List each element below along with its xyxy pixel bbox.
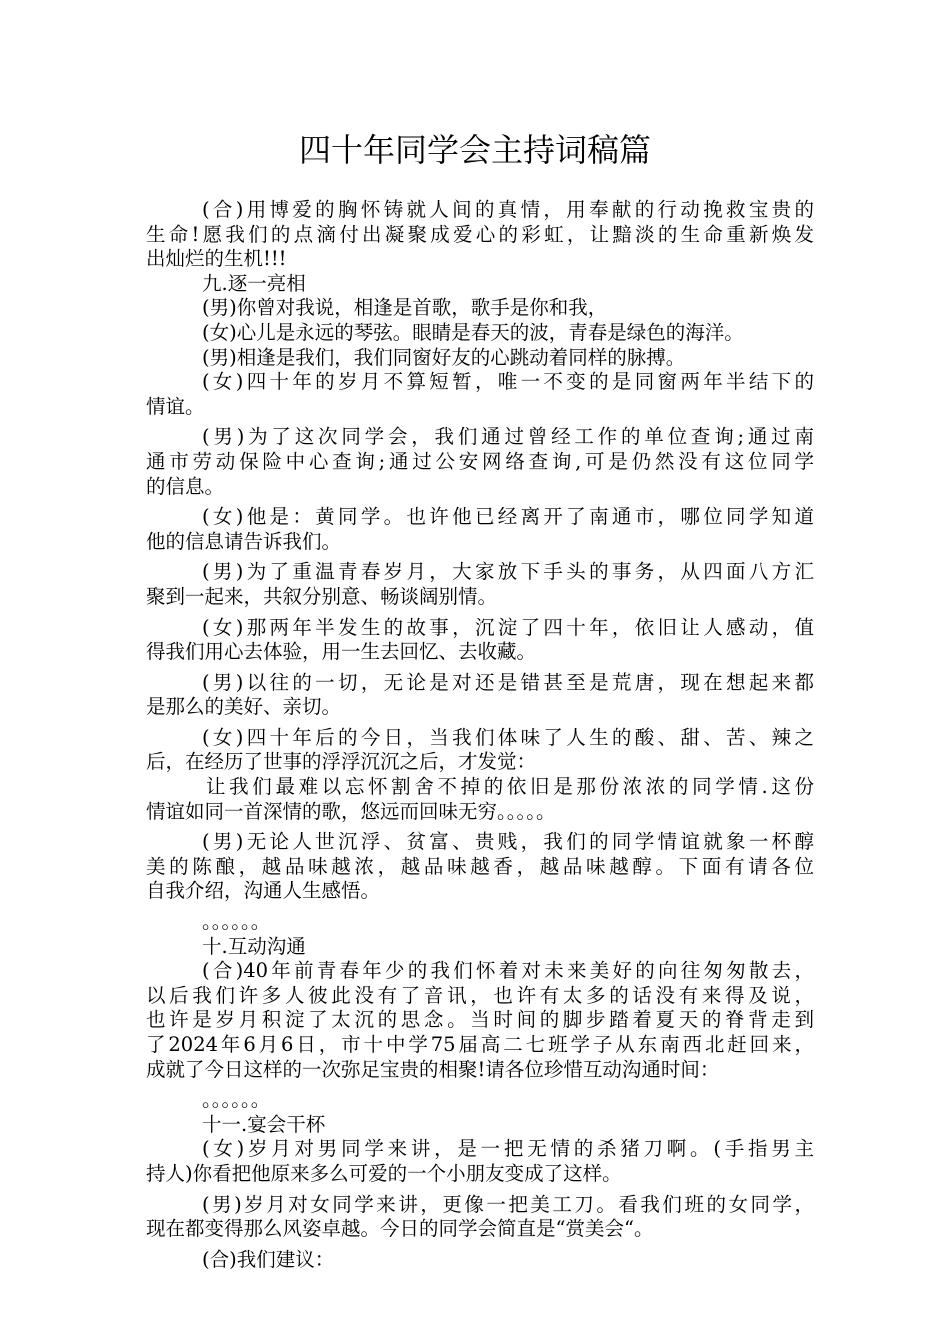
paragraph-line: 让我们最难以忘怀割舍不掉的依旧是那份浓浓的同学情.这份 — [206, 775, 814, 799]
paragraph-line: 的信息。 — [146, 474, 225, 498]
paragraph-line: (合)我们建议： — [202, 1247, 335, 1271]
paragraph-line: 也许是岁月积淀了太沉的思念。当时间的脚步踏着夏天的脊背走到 — [146, 1008, 814, 1032]
paragraph-line: (女)四十年后的今日，当我们体味了人生的酸、甜、苦、辣之 — [202, 725, 814, 749]
paragraph-line: (女)心儿是永远的琴弦。眼睛是春天的波，青春是绿色的海洋。 — [202, 320, 744, 344]
document-title: 四十年同学会主持词稿篇 — [298, 131, 651, 169]
section-heading: 十.互动沟通 — [202, 934, 306, 958]
paragraph-line: (男)为了这次同学会，我们通过曾经工作的单位查询;通过南 — [202, 425, 814, 449]
paragraph-line: (男)无论人世沉浮、贫富、贵贱，我们的同学情谊就象一杯醇 — [202, 830, 814, 854]
paragraph-line: (男)你曾对我说，相逢是首歌，歌手是你和我， — [202, 296, 608, 320]
paragraph-line: 了2024年6月6日，市十中学75届高二七班学子从东南西北赶回来， — [146, 1033, 814, 1056]
ellipsis-line: 。。。。。。 — [202, 1088, 271, 1112]
paragraph-line: 聚到一起来，共叙分别意、畅谈阔别情。 — [146, 584, 498, 608]
paragraph-line: 生命!愿我们的点滴付出凝聚成爱心的彩虹，让黯淡的生命重新焕发 — [146, 222, 814, 246]
document-body — [146, 198, 814, 1272]
paragraph-line: 情谊如同一首深情的歌，悠远而回味无穷。。。。。 — [146, 799, 556, 823]
paragraph-line: (男)以往的一切，无论是对还是错甚至是荒唐，现在想起来都 — [202, 670, 814, 694]
paragraph-line: 出灿烂的生机!!! — [146, 247, 287, 271]
paragraph-line: 得我们用心去体验，用一生去回忆、去收藏。 — [146, 640, 537, 664]
paragraph-line: (男)相逢是我们，我们同窗好友的心跳动着同样的脉搏。 — [202, 345, 686, 369]
paragraph-line: 后，在经历了世事的浮浮沉沉之后，才发觉： — [146, 750, 537, 774]
paragraph-line: (女)他是：黄同学。也许他已经离开了南通市，哪位同学知道 — [202, 505, 814, 529]
section-heading: 九.逐一亮相 — [202, 271, 306, 295]
paragraph-line: 通市劳动保险中心查询;通过公安网络查询,可是仍然没有这位同学 — [146, 449, 814, 473]
paragraph-line: (男)岁月对女同学来讲，更像一把美工刀。看我们班的女同学， — [202, 1192, 814, 1216]
paragraph-line: 自我介绍，沟通人生感悟。 — [146, 879, 381, 903]
paragraph-line: 成就了今日这样的一次弥足宝贵的相聚!请各位珍惜互动沟通时间： — [146, 1057, 720, 1081]
paragraph-line: 以后我们许多人彼此没有了音讯，也许有太多的话没有来得及说， — [146, 983, 814, 1007]
paragraph-line: (男)为了重温青春岁月，大家放下手头的事务，从四面八方汇 — [202, 560, 814, 584]
section-heading: 十一.宴会干杯 — [202, 1112, 326, 1136]
paragraph-line: (女)岁月对男同学来讲，是一把无情的杀猪刀啊。(手指男主 — [202, 1137, 814, 1161]
paragraph-line: 现在都变得那么风姿卓越。今日的同学会简直是“赏美会“。 — [146, 1217, 654, 1241]
paragraph-line: 美的陈酿，越品味越浓，越品味越香，越品味越醇。下面有请各位 — [146, 854, 814, 878]
paragraph-line: (合)用博爱的胸怀铸就人间的真情，用奉献的行动挽救宝贵的 — [202, 198, 814, 221]
paragraph-line: 持人)你看把他原来多么可爱的一个小朋友变成了这样。 — [146, 1161, 622, 1185]
paragraph-line: (女)那两年半发生的故事，沉淀了四十年，依旧让人感动，值 — [202, 615, 814, 639]
paragraph-line: 他的信息请告诉我们。 — [146, 529, 342, 553]
paragraph-line: (女)四十年的岁月不算短暂，唯一不变的是同窗两年半结下的 — [202, 370, 814, 394]
paragraph-line: 情谊。 — [146, 394, 205, 418]
paragraph-line: 是那么的美好、亲切。 — [146, 695, 342, 719]
paragraph-line: (合)40年前青春年少的我们怀着对未来美好的向往匆匆散去， — [202, 959, 814, 983]
ellipsis-line: 。。。。。。 — [202, 910, 271, 934]
